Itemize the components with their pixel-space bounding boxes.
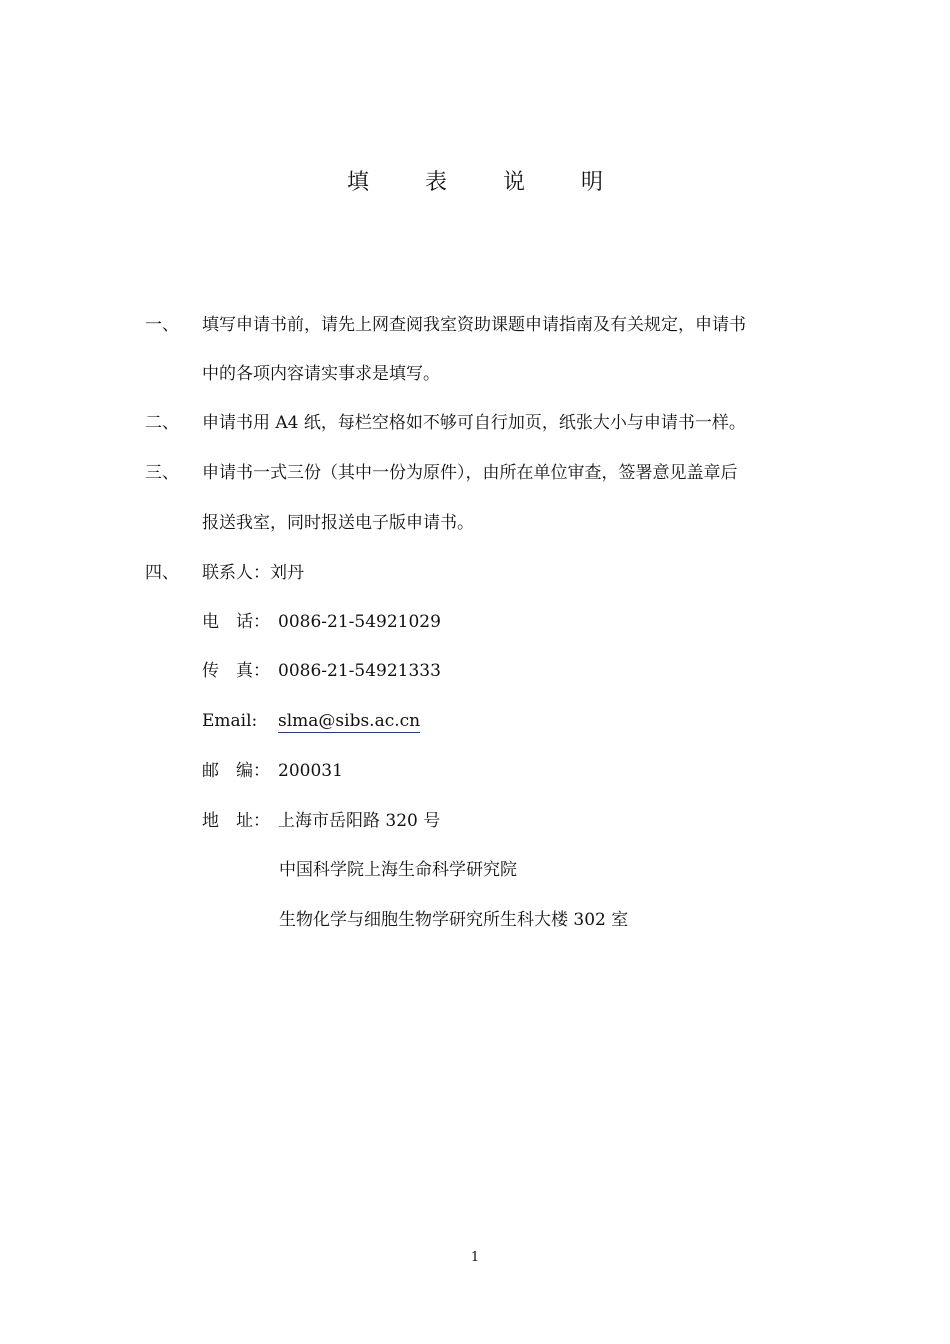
address-line: 中国科学院上海生命科学研究院 [279,860,517,880]
item-number: 三、 [145,463,179,483]
item-text: 申请书用 A4 纸，每栏空格如不够可自行加页，纸张大小与申请书一样。 [202,413,746,433]
title-char: 填 [346,170,369,195]
address-line: 生物化学与细胞生物学研究所生科大楼 302 室 [279,910,629,930]
title-char: 明 [581,170,604,195]
phone-label: 电 话： [202,612,270,632]
address-label: 地 址： [202,811,270,831]
address-line: 上海市岳阳路 320 号 [278,811,441,831]
phone-value: 0086-21-54921029 [278,612,441,632]
phone-row [202,612,441,632]
item-text: 中的各项内容请实事求是填写。 [202,364,440,384]
email-link[interactable]: slma@sibs.ac.cn [278,711,421,731]
postcode-value: 200031 [278,761,343,781]
title-char: 表 [424,170,447,195]
address-row [202,811,440,831]
postcode-label: 邮 编： [202,761,270,781]
page-title [0,165,950,196]
email-label: Email: [202,711,258,731]
item-number: 四、 [145,563,179,583]
page-number: 1 [470,1250,480,1265]
fax-row [202,661,441,681]
fax-value: 0086-21-54921333 [278,661,441,681]
postcode-row [202,761,343,781]
item-number: 二、 [145,413,179,433]
contact-person: 联系人：刘丹 [202,563,304,583]
title-char: 说 [503,170,526,195]
item-text: 报送我室，同时报送电子版申请书。 [202,513,474,533]
item-text: 申请书一式三份（其中一份为原件），由所在单位审查，签署意见盖章后 [202,463,738,483]
email-row [202,711,420,731]
fax-label: 传 真： [202,661,270,681]
item-number: 一、 [145,315,179,335]
item-text: 填写申请书前，请先上网查阅我室资助课题申请指南及有关规定，申请书 [202,315,746,335]
